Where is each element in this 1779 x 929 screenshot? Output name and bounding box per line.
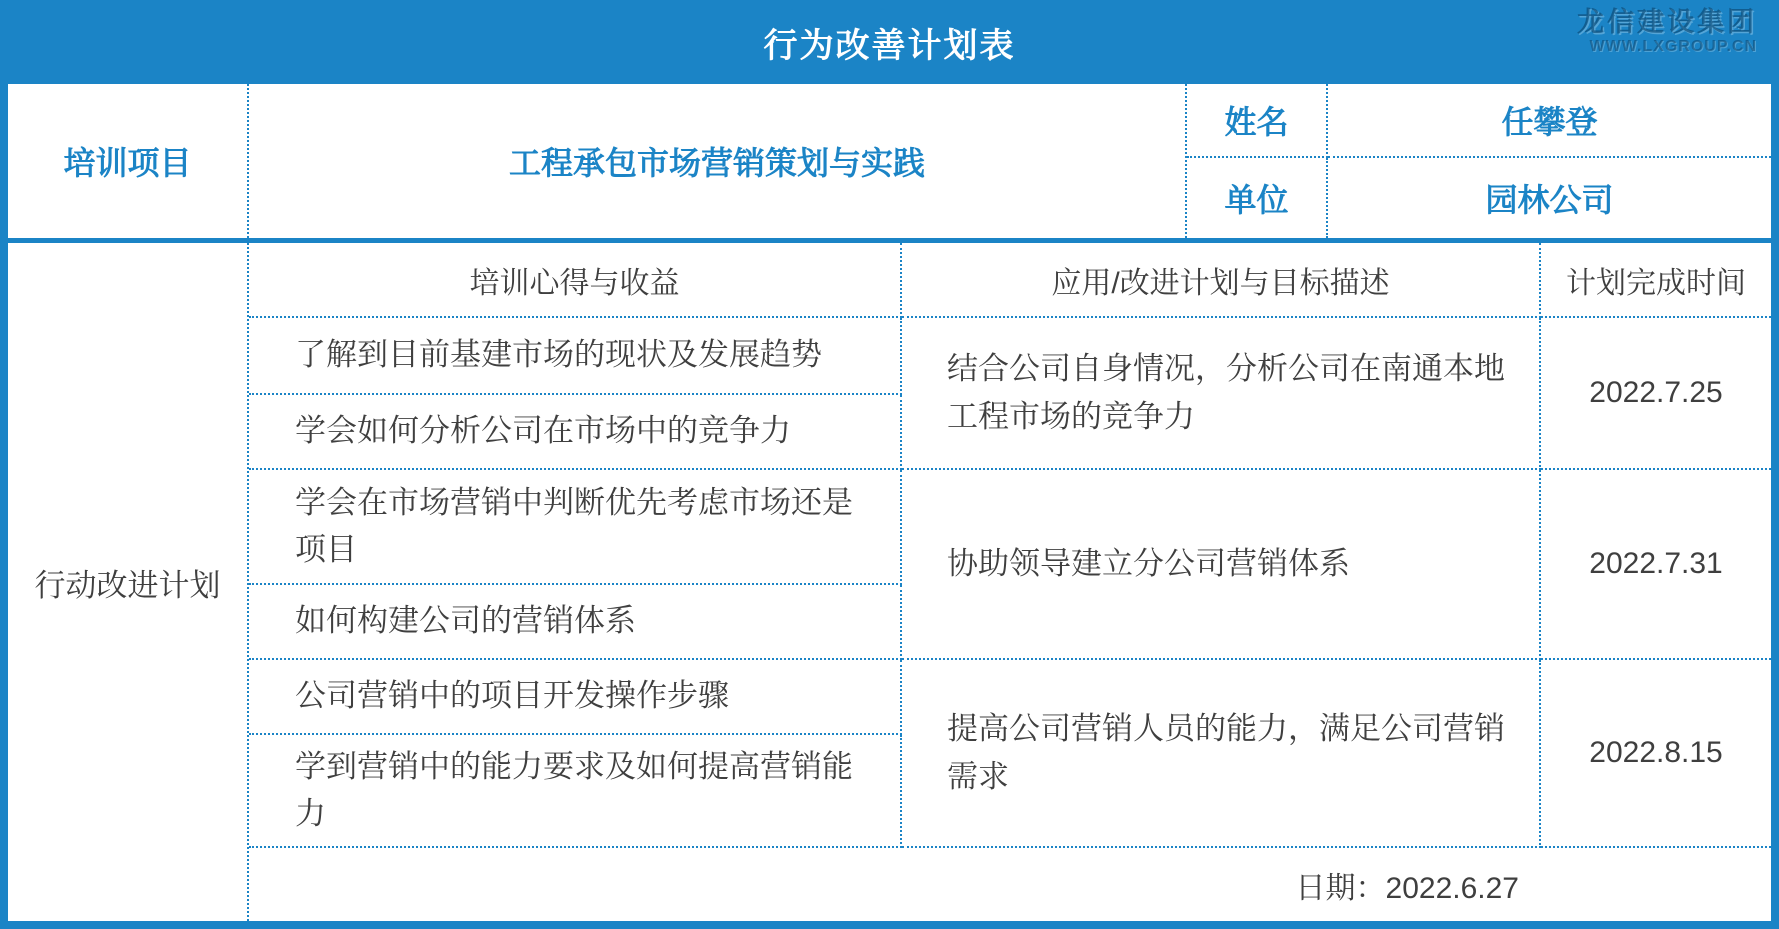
insight-item: 学到营销中的能力要求及如何提高营销能力 (249, 735, 902, 848)
completion-time: 2022.8.15 (1541, 660, 1771, 848)
column-header-time: 计划完成时间 (1541, 243, 1771, 318)
signature-date: 日期：2022.6.27 (1295, 871, 1519, 905)
action-plan-table (8, 243, 1771, 921)
insight-item: 公司营销中的项目开发操作步骤 (249, 660, 902, 735)
column-header-insights: 培训心得与收益 (249, 243, 902, 318)
completion-time: 2022.7.31 (1541, 470, 1771, 660)
unit-label-cell: 单位 (1187, 158, 1328, 238)
plan-item: 提高公司营销人员的能力，满足公司营销需求 (902, 660, 1541, 848)
project-label-cell: 培训项目 (8, 84, 249, 238)
insight-item: 学会在市场营销中判断优先考虑市场还是项目 (249, 470, 902, 585)
table-frame (0, 84, 1779, 929)
project-value-cell: 工程承包市场营销策划与实践 (249, 84, 1187, 238)
insight-item: 了解到目前基建市场的现状及发展趋势 (249, 318, 902, 395)
insight-item: 学会如何分析公司在市场中的竞争力 (249, 395, 902, 470)
completion-time: 2022.7.25 (1541, 318, 1771, 470)
company-logo-text: 龙信建设集团 (1577, 7, 1757, 37)
name-value-cell: 任攀登 (1328, 84, 1771, 158)
plan-item: 协助领导建立分公司营销体系 (902, 470, 1541, 660)
unit-value-cell: 园林公司 (1485, 182, 1614, 218)
row-label-cell: 行动改进计划 (8, 243, 249, 921)
company-logo-url: WWW.LXGROUP.CN (1589, 38, 1757, 56)
title-bar (0, 0, 1779, 84)
top-info-section (8, 84, 1771, 238)
company-logo (1577, 7, 1757, 56)
name-label-cell: 姓名 (1187, 84, 1328, 158)
insight-item: 如何构建公司的营销体系 (249, 585, 902, 660)
plan-item: 结合公司自身情况，分析公司在南通本地工程市场的竞争力 (902, 318, 1541, 470)
column-header-plan: 应用/改进计划与目标描述 (902, 243, 1541, 318)
page-title: 行为改善计划表 (763, 26, 1016, 65)
